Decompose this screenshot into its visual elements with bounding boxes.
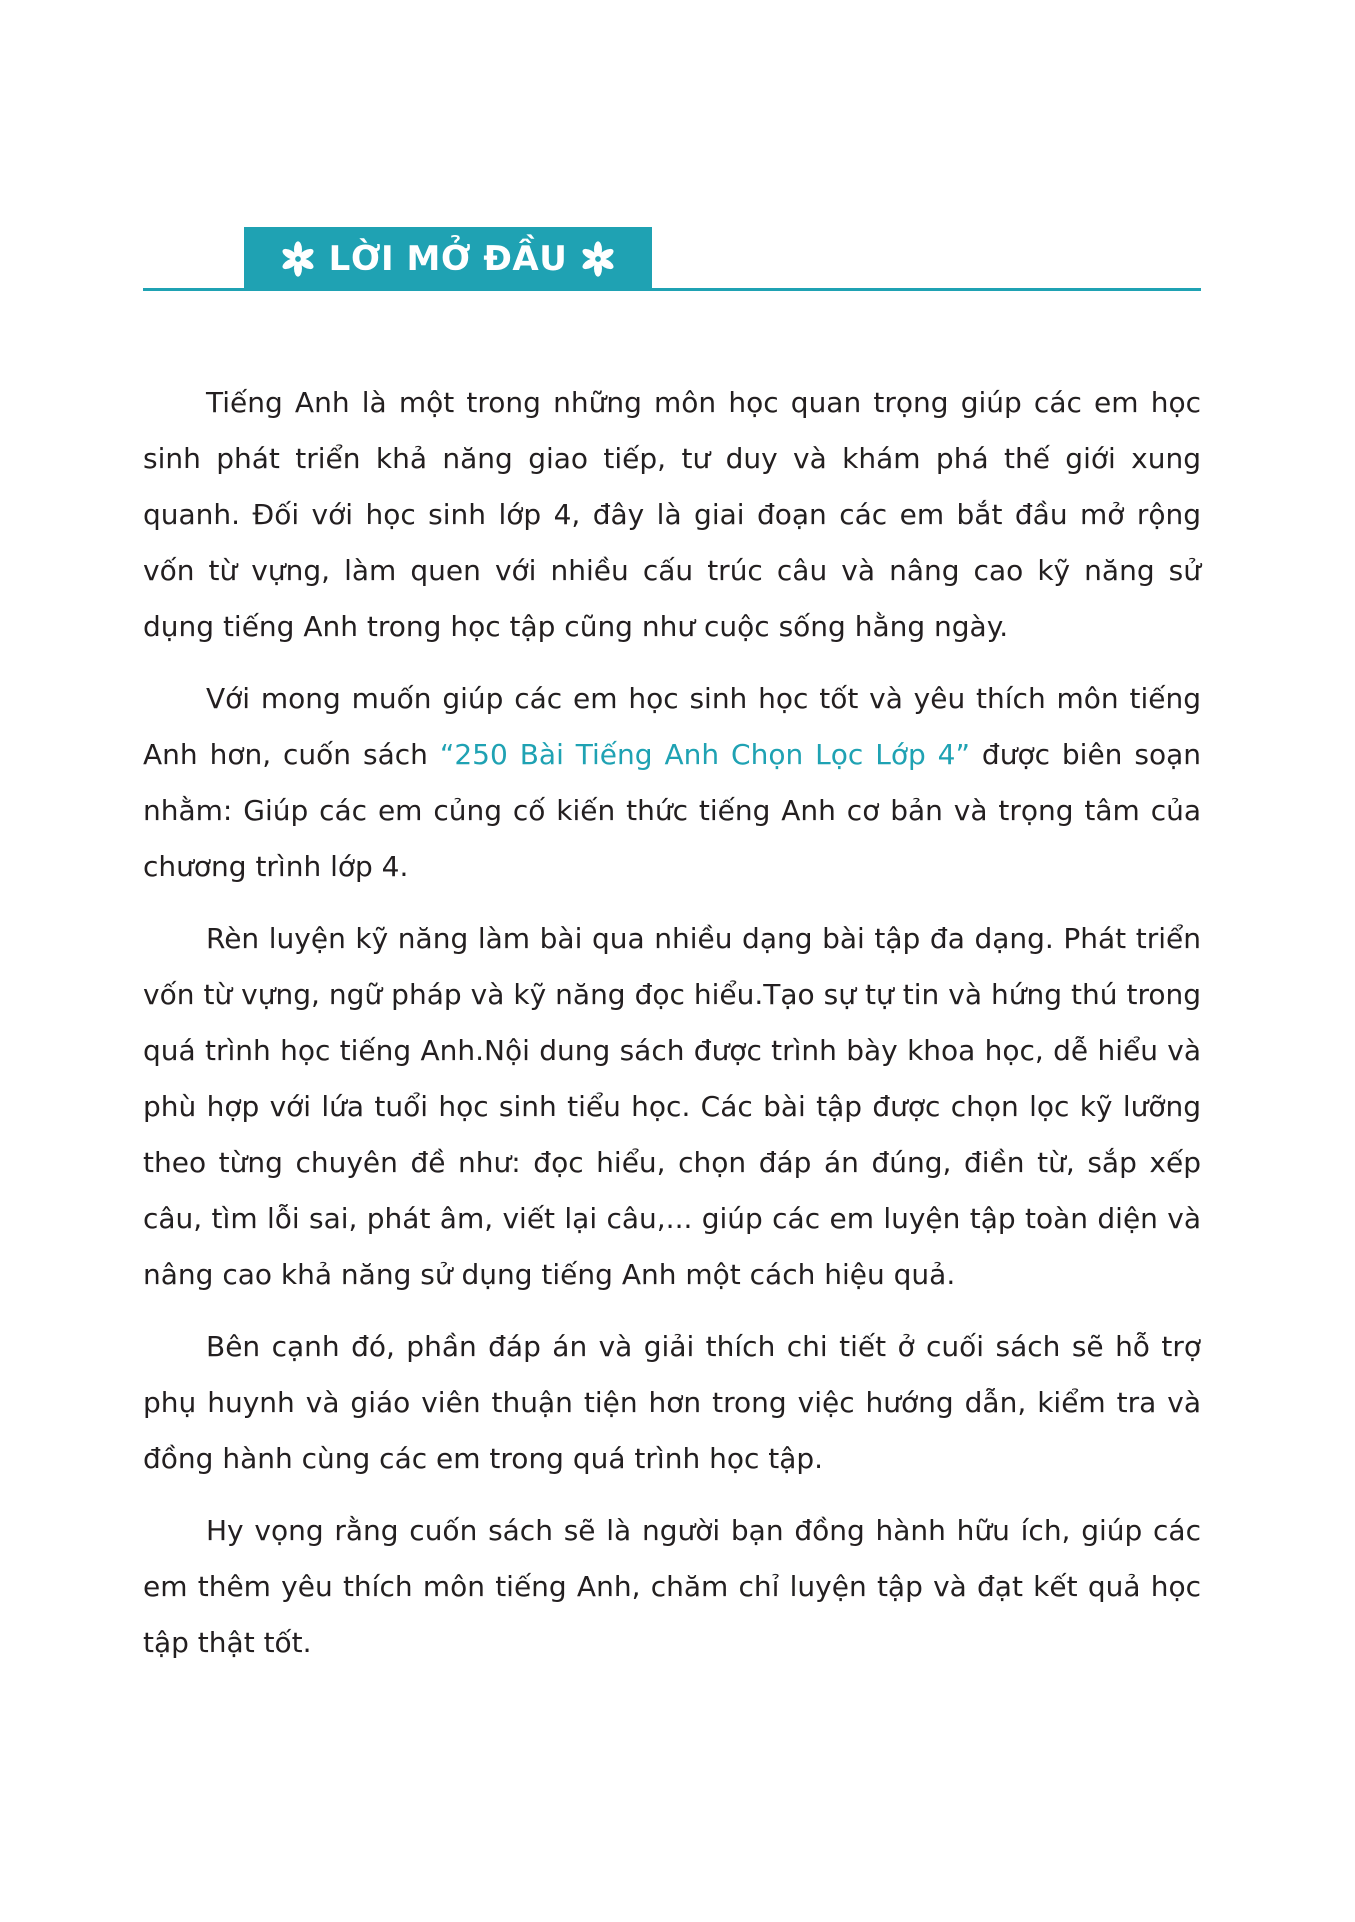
paragraph-1: Tiếng Anh là một trong những môn học quan trọng giúp các em học sinh phát triển khả năng giao tiếp, tư duy và khám phá thế giới xung quanh. Đối với học sinh lớp 4, đây là giai đoạn các em bắt đầu mở rộng vốn từ vựng, làm quen với nhiều cấu trúc câu và nâng cao kỹ năng sử dụng tiếng Anh trong học tập cũng như cuộc sống hằng ngày.: [143, 386, 1201, 643]
book-title: “250 Bài Tiếng Anh Chọn Lọc Lớp 4”: [439, 738, 970, 771]
paragraph-3: Rèn luyện kỹ năng làm bài qua nhiều dạng bài tập đa dạng. Phát triển vốn từ vựng, ngữ pháp và kỹ năng đọc hiểu.Tạo sự tự tin và hứng thú trong quá trình học tiếng Anh.Nội dung sách được trình bày khoa học, dễ hiểu và phù hợp với lứa tuổi học sinh tiểu học. Các bài tập được chọn lọc kỹ lưỡng theo từng chuyên đề như: đọc hiểu, chọn đáp án đúng, điền từ, sắp xếp câu, tìm lỗi sai, phát âm, viết lại câu,... giúp các em luyện tập toàn diện và nâng cao khả năng sử dụng tiếng Anh một cách hiệu quả.: [143, 922, 1201, 1291]
section-header: [244, 227, 652, 290]
paragraph-4: Bên cạnh đó, phần đáp án và giải thích chi tiết ở cuối sách sẽ hỗ trợ phụ huynh và giáo viên thuận tiện hơn trong việc hướng dẫn, kiểm tra và đồng hành cùng các em trong quá trình học tập.: [143, 1330, 1201, 1475]
paragraph-2-rest: được biên soạn nhằm: Giúp các em củng cố kiến thức tiếng Anh cơ bản và trọng tâm của chương trình lớp 4.: [143, 738, 1201, 883]
flower-icon: [279, 240, 317, 278]
paragraph-2-intro: Với mong muốn giúp các em học sinh học tốt và yêu thích môn tiếng Anh hơn, cuốn sách: [143, 682, 1201, 771]
body-text: [143, 375, 1201, 1687]
paragraph-5: Hy vọng rằng cuốn sách sẽ là người bạn đồng hành hữu ích, giúp các em thêm yêu thích môn tiếng Anh, chăm chỉ luyện tập và đạt kết quả học tập thật tốt.: [143, 1514, 1201, 1659]
paragraph-2: [143, 671, 1201, 895]
page-title: LỜI MỞ ĐẦU: [328, 238, 568, 279]
flower-icon: [579, 240, 617, 278]
